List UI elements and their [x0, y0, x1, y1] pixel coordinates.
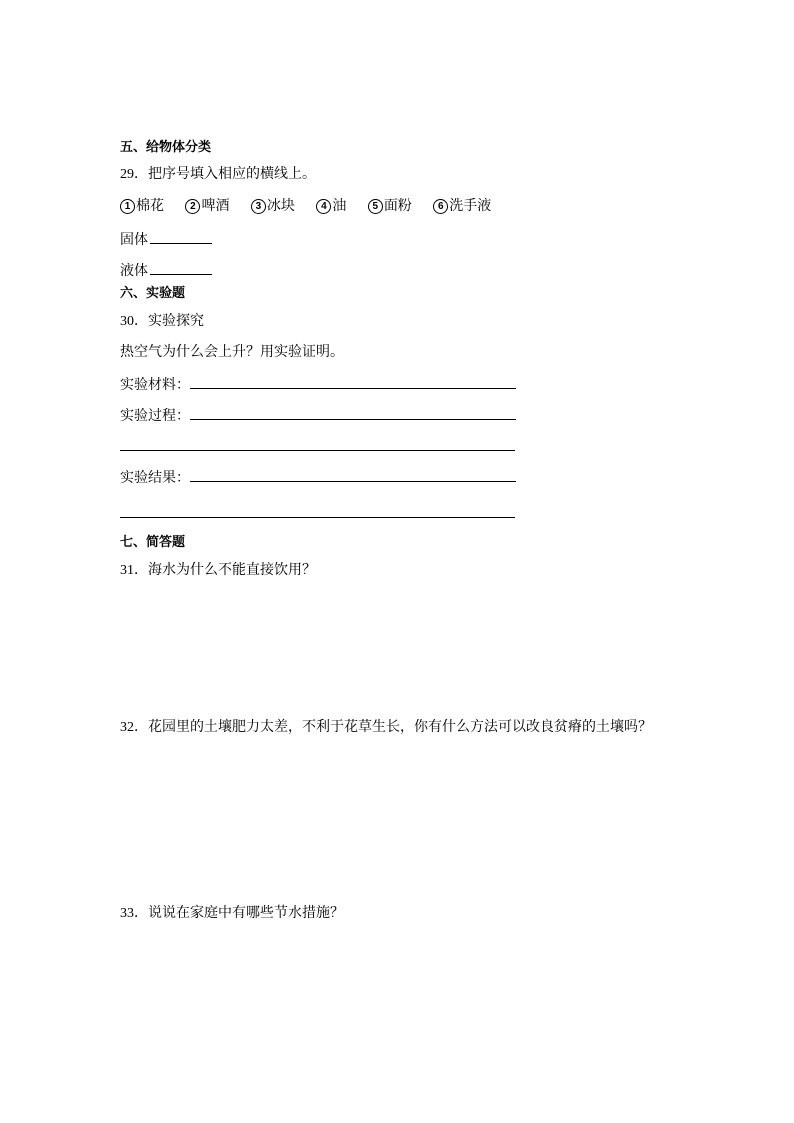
question-number: 32． [120, 720, 148, 735]
question-number: 33． [120, 906, 148, 921]
result-answer-line-2[interactable] [120, 517, 515, 518]
option-item [433, 197, 491, 215]
option-label: 啤酒 [201, 198, 230, 214]
option-item [251, 197, 295, 215]
option-label: 洗手液 [449, 198, 492, 214]
section-heading-7: 七、简答题 [120, 535, 186, 550]
result-row [120, 467, 516, 487]
section-heading-6: 六、实验题 [120, 286, 186, 301]
circled-number-icon: 5 [368, 199, 383, 214]
option-label: 棉花 [136, 198, 164, 214]
liquid-answer-row [120, 260, 212, 280]
circled-number-icon: 2 [185, 199, 200, 214]
question-text: 海水为什么不能直接饮用？ [148, 562, 316, 578]
question-31 [120, 561, 316, 580]
circled-number-icon: 1 [120, 199, 135, 214]
option-label: 面粉 [383, 198, 412, 214]
materials-label: 实验材料： [120, 377, 190, 393]
question-number: 30． [120, 314, 148, 329]
result-answer-line[interactable] [190, 467, 516, 482]
liquid-answer-blank[interactable] [150, 260, 212, 275]
process-answer-line[interactable] [190, 405, 516, 420]
question-text: 说说在家庭中有哪些节水措施？ [148, 905, 344, 921]
question-text: 花园里的土壤肥力太差，不利于花草生长，你有什么方法可以改良贫瘠的土壤吗？ [148, 719, 652, 735]
circled-number-icon: 6 [433, 199, 448, 214]
question-text: 实验探究 [148, 313, 204, 329]
result-label: 实验结果： [120, 470, 190, 486]
process-answer-line-2[interactable] [120, 450, 515, 451]
question-29 [120, 165, 316, 184]
liquid-label: 液体 [120, 263, 148, 279]
option-item [120, 197, 164, 215]
option-item [185, 197, 229, 215]
circled-number-icon: 4 [316, 199, 331, 214]
process-row [120, 405, 516, 425]
section-heading-5: 五、给物体分类 [120, 140, 212, 155]
question-text: 把序号填入相应的横线上。 [148, 166, 316, 182]
materials-row [120, 374, 516, 394]
solid-label: 固体 [120, 232, 148, 248]
option-label: 冰块 [266, 198, 295, 214]
question-30 [120, 312, 204, 331]
question-33 [120, 904, 344, 923]
materials-answer-line[interactable] [190, 374, 516, 389]
question-number: 29． [120, 167, 148, 182]
solid-answer-row [120, 229, 212, 249]
option-label: 油 [332, 198, 347, 214]
option-item [316, 197, 346, 215]
solid-answer-blank[interactable] [150, 229, 212, 244]
options-row [120, 197, 508, 215]
question-number: 31． [120, 563, 148, 578]
option-item [368, 197, 412, 215]
process-label: 实验过程： [120, 408, 190, 424]
circled-number-icon: 3 [251, 199, 266, 214]
experiment-prompt: 热空气为什么会上升？用实验证明。 [120, 344, 344, 360]
question-32 [120, 718, 652, 737]
